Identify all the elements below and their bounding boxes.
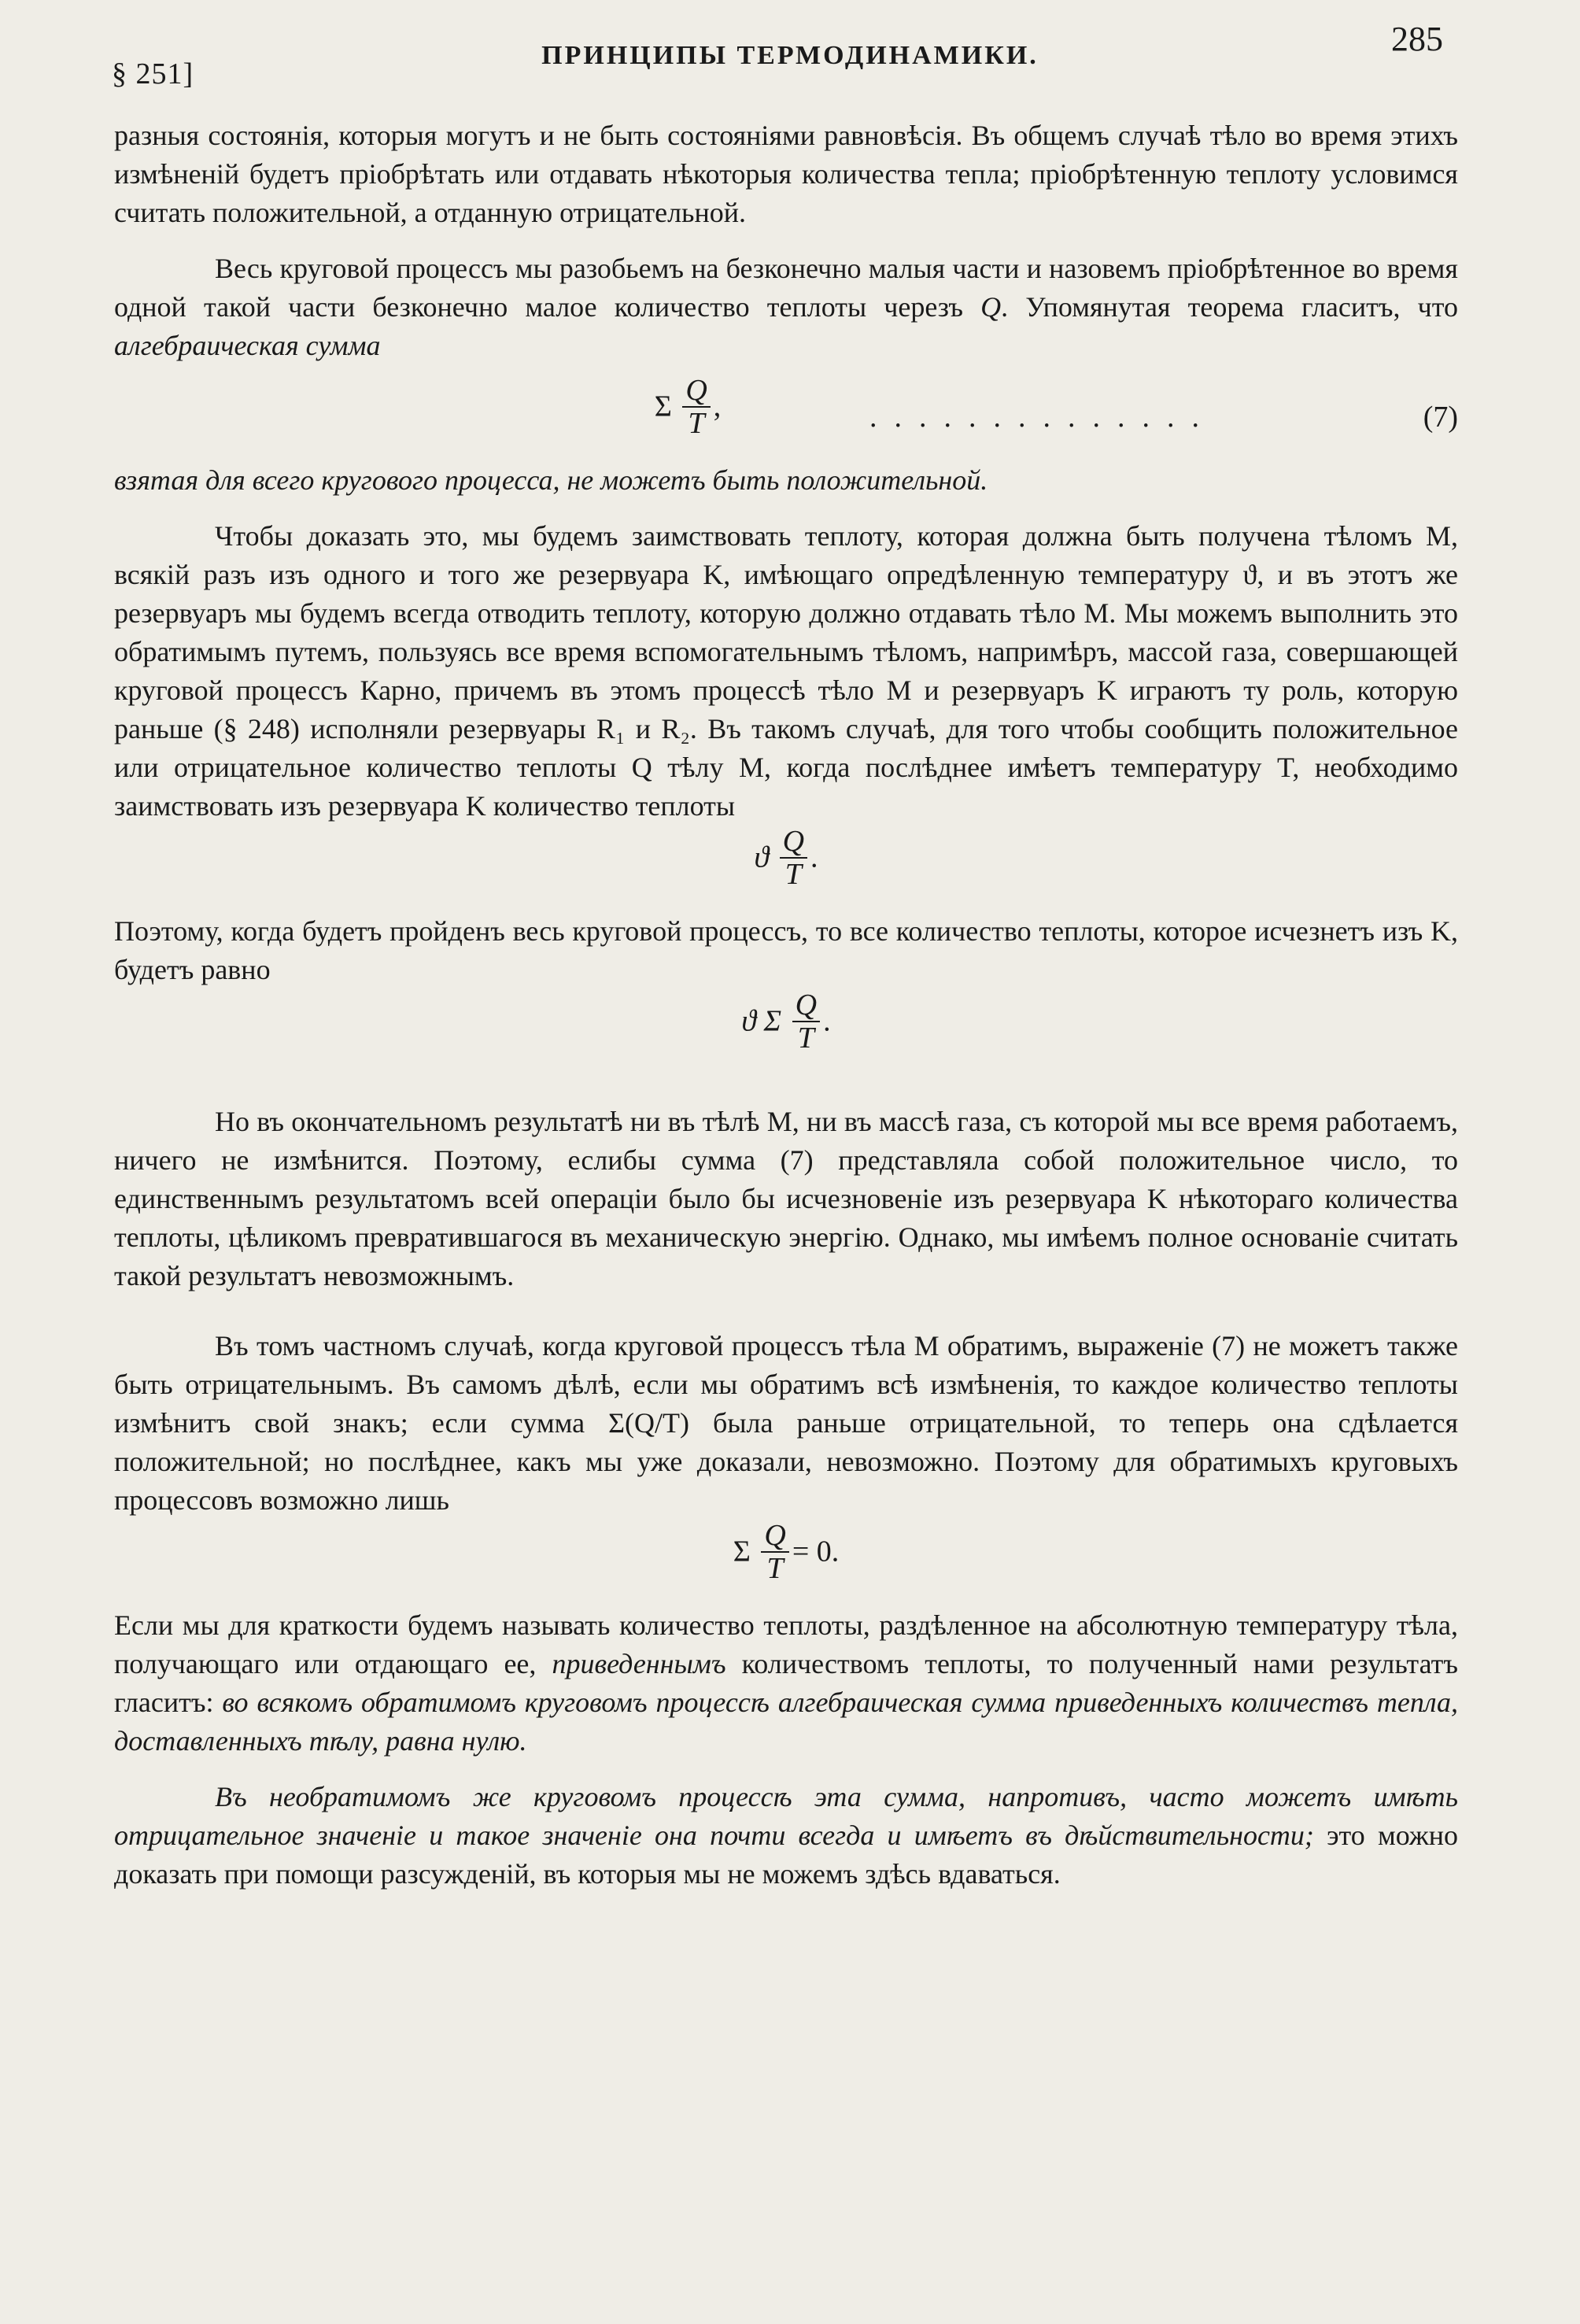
paragraph-2-text-b: . Упомянутая теорема гласитъ, что — [1001, 291, 1458, 323]
section-reference: § 251] — [112, 57, 194, 91]
emphasis-statement: во всякомъ обратимомъ круговомъ процессѣ алгебраическая сумма приведенныхъ количествъ тепла, доставленныхъ тѣлу, равна нулю. — [114, 1687, 1458, 1757]
formula-suffix: . — [823, 1004, 831, 1038]
paragraph-8-text: Если мы для краткости будемъ называть количество теплоты, раздѣленное на абсолютную температуру тѣла, получающаго или отдающаго ее, — [114, 1609, 1458, 1679]
fraction — [761, 1520, 788, 1584]
numerator: Q — [782, 825, 805, 858]
denominator: T — [792, 1021, 820, 1054]
formula-suffix: . — [810, 841, 818, 874]
page-header — [0, 0, 1580, 91]
paragraph-2 — [114, 249, 1458, 365]
leader-dots: .............. — [869, 401, 1216, 434]
formula-theta-sum — [114, 989, 1458, 1076]
page-number: 285 — [1391, 20, 1443, 58]
paragraph-9-text: это можно доказать при помощи разсужденій, въ которыя мы не можемъ здѣсь вдаваться. — [114, 1820, 1459, 1890]
emphasis-text: алгебраическая сумма — [114, 330, 381, 361]
paragraph-1: разныя состоянія, которыя могутъ и не быть состояніями равновѣсія. Въ общемъ случаѣ тѣло во время этихъ измѣненій будетъ пріобрѣтать или отдавать нѣкоторыя количества тепла; пріобрѣтенную теплоту условимся считать положительной, а отданную отрицательной. — [114, 120, 1458, 228]
paragraph-8-text-b: количествомъ теплоты, то полученный нами результатъ гласитъ: — [114, 1648, 1458, 1718]
paragraph-8 — [114, 1606, 1458, 1761]
emphasis-term: приведеннымъ — [552, 1648, 726, 1679]
numerator: Q — [795, 988, 818, 1022]
denominator: T — [761, 1551, 788, 1584]
fraction — [780, 826, 807, 890]
paragraph-4: Чтобы доказать это, мы будемъ заимствовать теплоту, которая должна быть получена тѣломъ M, всякій разъ изъ одного и того же резервуара K, имѣющаго опредѣленную температуру ϑ, и въ этотъ же резервуаръ мы будемъ всегда отводить теплоту, которую должно отдавать тѣло M. Мы можемъ выполнить это обратимымъ путемъ, пользуясь все время вспомогательнымъ тѣломъ, напримѣръ, массой газа, совершающей круговой процессъ Карно, причемъ въ этомъ процессѣ тѣло M и резервуаръ K играютъ ту роль, которую раньше (§ 248) исполняли резервуары R₁ и R₂. Въ такомъ случаѣ, для того чтобы сообщить положительное или отрицательное количество теплоты Q тѣлу M, когда послѣднее имѣетъ температуру T, необходимо заимствовать изъ резервуара K количество теплоты — [114, 520, 1458, 822]
sum-symbol: Σ — [733, 1535, 751, 1568]
formula-zero — [114, 1520, 1458, 1606]
formula-theta — [114, 826, 1458, 912]
paragraph-9 — [114, 1778, 1458, 1894]
paragraph-2-text: Весь круговой процессъ мы разобьемъ на безконечно малыя части и назовемъ пріобрѣтенное во время одной такой части безконечно малое количество теплоты черезъ — [114, 253, 1458, 323]
formula-suffix: , — [713, 390, 722, 423]
emphasis-statement: Въ необратимомъ же круговомъ процессѣ эта сумма, напротивъ, часто можетъ имѣть отрицательное значеніе и такое значеніе она почти всегда и имѣетъ въ дѣйствительности; — [114, 1781, 1458, 1851]
numerator: Q — [685, 374, 707, 407]
equation-number: (7) — [1423, 401, 1458, 434]
page-body — [114, 116, 1458, 1894]
paragraph-7: Въ томъ частномъ случаѣ, когда круговой процессъ тѣла M обратимъ, выраженіе (7) не можетъ также быть отрицательнымъ. Въ самомъ дѣлѣ, если мы обратимъ всѣ измѣненія, то каждое количество теплоты измѣнитъ свой знакъ; если сумма Σ(Q/T) была раньше отрицательной, то теперь она сдѣлается положительной; но послѣднее, какъ мы уже доказали, невозможно. Поэтому для обратимыхъ круговыхъ процессовъ возможно лишь — [114, 1330, 1458, 1516]
paragraph-3: взятая для всего кругового процесса, не можетъ быть положительной. — [114, 464, 988, 496]
denominator: T — [780, 857, 807, 890]
fraction — [792, 989, 820, 1054]
symbol-Q: Q — [980, 291, 1002, 323]
paragraph-6: Но въ окончательномъ результатѣ ни въ тѣлѣ M, ни въ массѣ газа, съ которой мы все время работаемъ, ничего не измѣнится. Поэтому, еслибы сумма (7) представляла собой положительное число, то единственнымъ результатомъ всей операціи было бы исчезновеніе изъ резервуара K нѣкотораго количества теплоты, цѣликомъ превратившагося въ механическую энергію. Однако, мы имѣемъ полное основаніе считать такой результатъ невозможнымъ. — [114, 1106, 1459, 1291]
numerator: Q — [764, 1519, 786, 1552]
sum-symbol: Σ — [654, 390, 672, 423]
paragraph-5: Поэтому, когда будетъ пройденъ весь круговой процессъ, то все количество теплоты, которое исчезнетъ изъ K, будетъ равно — [114, 915, 1458, 985]
theta-symbol: ϑ — [754, 841, 770, 874]
running-title: ПРИНЦИПЫ ТЕРМОДИНАМИКИ. — [541, 41, 1039, 70]
theta-sum-symbol: ϑ Σ — [741, 1004, 782, 1038]
denominator: T — [682, 406, 710, 439]
formula-7 — [114, 375, 1458, 461]
fraction — [682, 375, 710, 439]
formula-suffix: = 0. — [792, 1535, 840, 1568]
